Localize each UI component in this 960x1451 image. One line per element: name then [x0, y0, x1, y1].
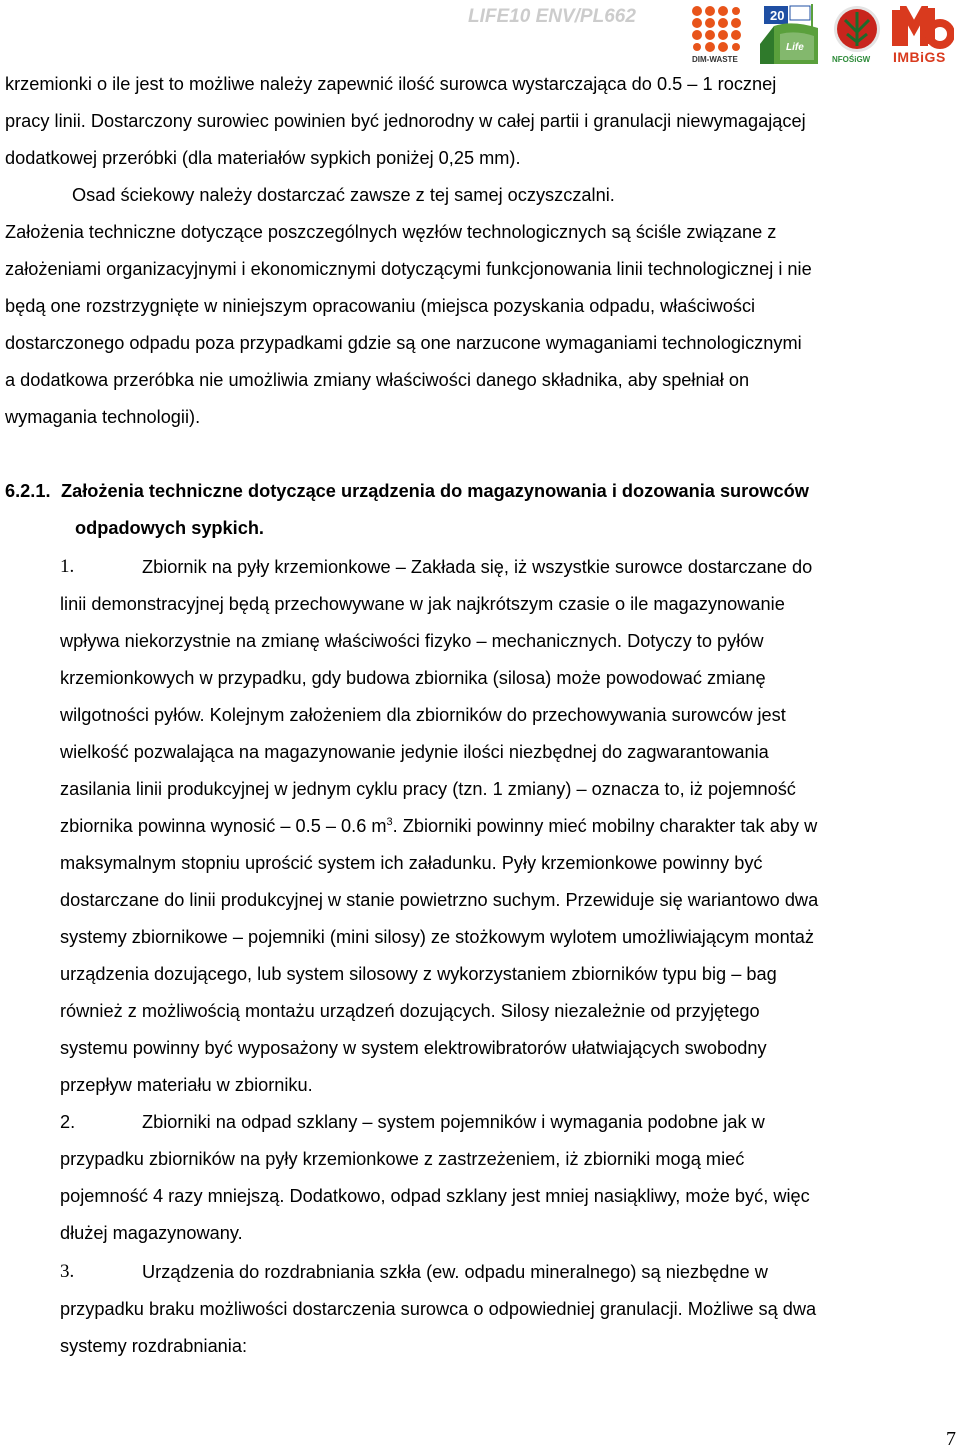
list-item-line: systemu powinny być wyposażony w system elektrowibratorów ułatwiających swobodny: [60, 1038, 767, 1058]
list-item-line: Zbiorniki na odpad szklany – system pojemników i wymagania podobne jak w: [142, 1112, 765, 1132]
section-title-line: Założenia techniczne dotyczące urządzenia do magazynowania i dozowania surowców: [61, 481, 809, 501]
body-line: Osad ściekowy należy dostarczać zawsze z tej samej oczyszczalni.: [72, 185, 615, 205]
body-line: wymagania technologii).: [5, 407, 201, 427]
life-logo: [756, 4, 826, 68]
body-line: Założenia techniczne dotyczące poszczególnych węzłów technologicznych są ściśle związane z: [5, 222, 777, 242]
list-item-line-text: . Zbiorniki powinny mieć mobilny charakter tak aby w: [392, 816, 818, 836]
body-line: krzemionki o ile jest to możliwe należy zapewnić ilość surowca wystarczająca do 0.5 – 1 rocznej: [5, 74, 777, 94]
dim-waste-dots-icon: [690, 4, 742, 54]
body-line: dodatkowej przeróbki (dla materiałów sypkich poniżej 0,25 mm).: [5, 148, 521, 168]
list-item-line: [60, 815, 817, 837]
dim-waste-logo: [690, 4, 742, 66]
project-code: LIFE10 ENV/PL662: [468, 6, 636, 27]
superscript: 3: [386, 816, 393, 828]
list-item-number: 2.: [60, 1112, 76, 1132]
list-item-line: urządzenia dozującego, lub system silosowy z wykorzystaniem zbiorników typu big – bag: [60, 964, 777, 984]
list-item-line: linii demonstracyjnej będą przechowywane w jak najkrótszym czasie o ile magazynowanie: [60, 594, 785, 614]
list-item-line: przypadku braku możliwości dostarczenia surowca o odpowiedniej granulacji. Możliwe są dwa: [60, 1299, 817, 1319]
list-item-line: krzemionkowych w przypadku, gdy budowa zbiornika (silosa) może powodować zmianę: [60, 668, 766, 688]
list-item-line: zasilania linii produkcyjnej w jednym cyklu pracy (tzn. 1 zmiany) – oznacza to, iż pojemność: [60, 779, 796, 799]
list-item-line: maksymalnym stopniu uprościć system ich załadunku. Pyły krzemionkowe powinny być: [60, 853, 763, 873]
list-item-line: dostarczane do linii produkcyjnej w stanie powietrzno suchym. Przewiduje się wariantowo dwa: [60, 890, 819, 910]
nfosigw-logo: [832, 4, 882, 68]
body-line: założeniami organizacyjnymi i ekonomicznymi dotyczącymi funkcjonowania linii technologicznej i nie: [5, 259, 812, 279]
dim-waste-caption: DIM-WASTE: [692, 55, 738, 64]
page-number: 7: [946, 1428, 956, 1450]
list-item-number: 1.: [60, 556, 75, 577]
list-item-line: systemy zbiornikowe – pojemniki (mini silosy) ze stożkowym wylotem umożliwiającym montaż: [60, 927, 814, 947]
imbigs-mark-icon: [890, 6, 954, 50]
list-item-line: pojemność 4 razy mniejszą. Dodatkowo, odpad szklany jest mniej nasiąkliwy, może być, więc: [60, 1186, 810, 1206]
section-number: 6.2.1.: [5, 481, 51, 501]
section-title-line: odpadowych sypkich.: [75, 518, 264, 538]
list-item-number: 3.: [60, 1261, 75, 1282]
imbigs-caption: IMBiGS: [893, 49, 946, 65]
body-line: a dodatkowa przeróbka nie umożliwia zmiany właściwości danego składnika, aby spełniał on: [5, 370, 750, 390]
page-header: [0, 0, 960, 70]
list-item-line: wielkość pozwalająca na magazynowanie jedynie ilości niezbędnej do zagwarantowania: [60, 742, 769, 762]
life-badge-number: 20: [770, 8, 785, 23]
list-item-line: Zbiornik na pyły krzemionkowe – Zakłada się, iż wszystkie surowce dostarczane do: [142, 557, 813, 577]
list-item-line: dłużej magazynowany.: [60, 1223, 243, 1243]
life-caption: Life: [786, 42, 804, 53]
nfosigw-caption: NFOŚiGW: [832, 55, 871, 64]
list-item-line: również z możliwością montażu urządzeń dozujących. Silosy niezależnie od przyjętego: [60, 1001, 760, 1021]
nfosigw-emblem-icon: [832, 4, 882, 54]
list-item-line: systemy rozdrabniania:: [60, 1336, 248, 1356]
body-line: dostarczonego odpadu poza przypadkami gdzie są one narzucone wymaganiami technologicznymi: [5, 333, 802, 353]
life-emblem-icon: [756, 4, 826, 68]
list-item-line: przepływ materiału w zbiorniku.: [60, 1075, 313, 1095]
body-line: będą one rozstrzygnięte w niniejszym opracowaniu (miejsca pozyskania odpadu, właściwości: [5, 296, 756, 316]
list-item-line: wpływa niekorzystnie na zmianę właściwości fizyko – mechanicznych. Dotyczy to pyłów: [60, 631, 764, 651]
body-line: pracy linii. Dostarczony surowiec powinien być jednorodny w całej partii i granulacji niewymagającej: [5, 111, 806, 131]
imbigs-logo: [890, 6, 954, 50]
list-item-line: przypadku zbiorników na pyły krzemionkowe z zastrzeżeniem, iż zbiorniki mogą mieć: [60, 1149, 745, 1169]
list-item-line-text: zbiornika powinna wynosić – 0.5 – 0.6 m: [60, 816, 387, 836]
list-item-line: Urządzenia do rozdrabniania szkła (ew. odpadu mineralnego) są niezbędne w: [142, 1262, 768, 1282]
list-item-line: wilgotności pyłów. Kolejnym założeniem dla zbiorników do przechowywania surowców jest: [60, 705, 786, 725]
